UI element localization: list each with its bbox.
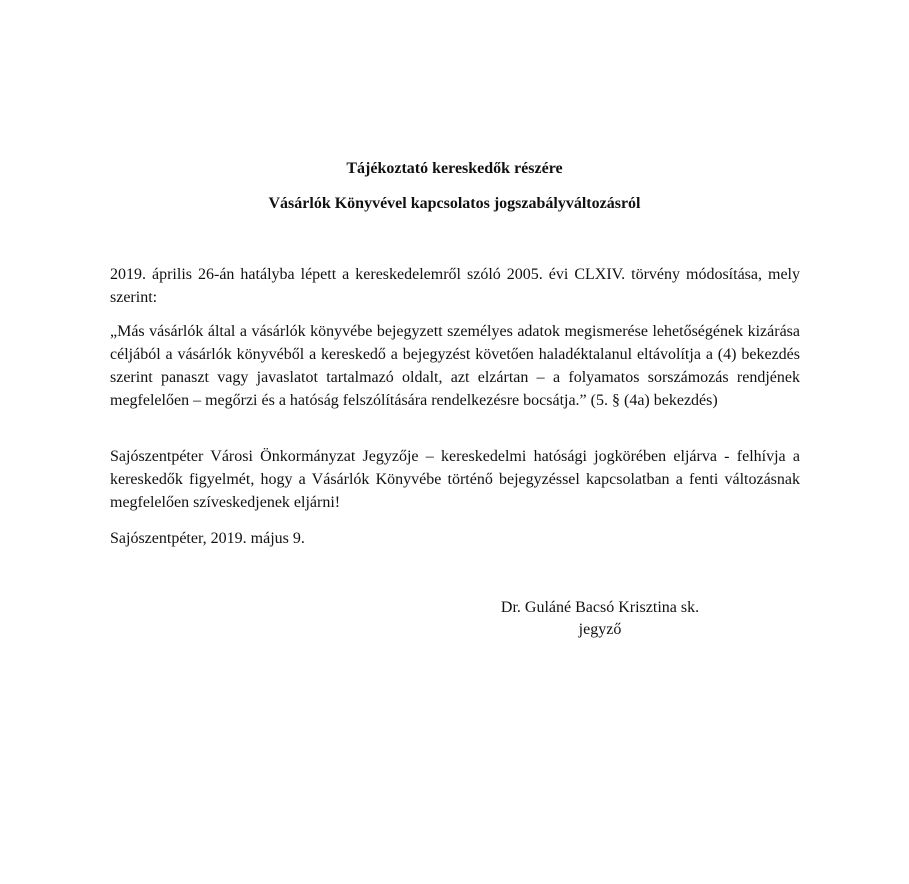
notice-paragraph: Sajószentpéter Városi Önkormányzat Jegyzője – kereskedelmi hatósági jogkörében eljárva - felhívja a kereskedők figyelmét, hogy a Vásárlók Könyvébe történő bejegyzéssel kapcsolatban a fenti változásnak megfelelően szíveskedjenek eljárni! [110,448,800,511]
document-subtitle: Vásárlók Könyvével kapcsolatos jogszabályváltozásról [268,195,641,212]
document-title: Tájékoztató kereskedők részére [346,160,563,177]
signature-role: jegyző [578,621,622,638]
law-quote-paragraph: „Más vásárlók által a vásárlók könyvébe bejegyzett személyes adatok megismerése lehetőségének kizárása céljából a vásárlók könyvéből a kereskedő a bejegyzést követően haladéktalanul eltávolítja a (4) bekezdés szerint panaszt vagy javaslatot tartalmazó oldalt, azt elzártan – a folyamatos sorszámozás rendjének megfelelően – megőrzi és a hatóság felszólítására rendelkezésre bocsátja.” (5. § (4a) bekezdés) [110,323,800,409]
date-line: Sajószentpéter, 2019. május 9. [110,530,305,547]
intro-paragraph: 2019. április 26-án hatályba lépett a kereskedelemről szóló 2005. évi CLXIV. törvény módosítása, mely szerint: [110,266,800,306]
signature-name: Dr. Guláné Bacsó Krisztina sk. [500,599,700,616]
